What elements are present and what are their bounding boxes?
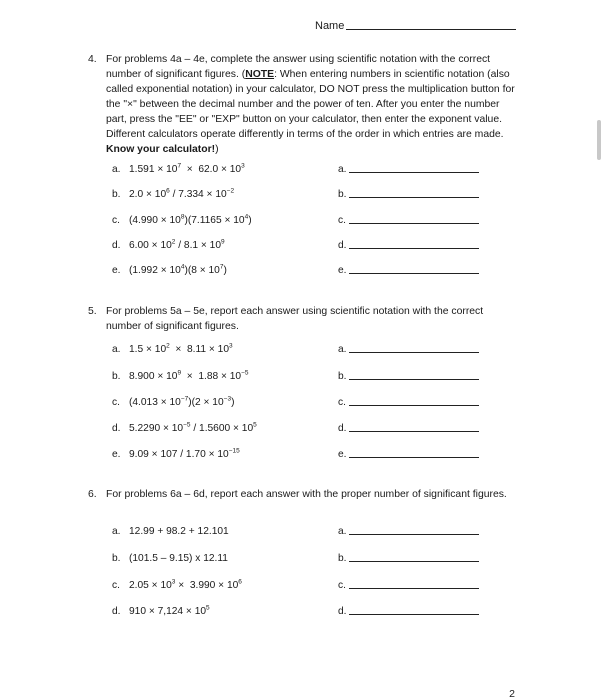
note-text: : When entering numbers in scientific notation (also called exponential notation) in your calculator, DO NOT press the multiplication button for the "×" between the decimal number and the power of ten. After you enter the number part, press the "EE" or "EXP" button on your calculator, then enter the exponent value. Different calculators operate differently in terms of the order in which entries are made. [106, 69, 515, 140]
item-letter: e. [112, 449, 121, 460]
answer-letter: c. [338, 580, 346, 591]
exponent: −15 [228, 447, 240, 455]
answer-5d[interactable] [338, 423, 479, 434]
exponent: 9 [221, 238, 225, 246]
problem-5b [112, 371, 249, 382]
note-label: NOTE [245, 69, 275, 80]
expr-part: × 8.11 × 10 [169, 344, 230, 355]
answer-4a[interactable] [338, 164, 479, 175]
answer-letter: d. [338, 606, 347, 617]
problem-4-closing: ) [215, 144, 219, 155]
exponent: 5 [253, 421, 257, 429]
problem-5a [112, 344, 233, 355]
expr-part: × 3.990 × 10 [175, 580, 239, 591]
expr-part: (4.013 × 10 [129, 397, 181, 408]
exponent: 7 [219, 263, 224, 271]
item-letter: d. [112, 606, 121, 617]
exponent: −5 [183, 421, 191, 429]
problem-4-instructions [106, 52, 518, 157]
exponent: −3 [223, 395, 232, 403]
exponent: −2 [226, 187, 235, 195]
answer-blank[interactable] [349, 614, 479, 615]
problem-4d [112, 240, 225, 251]
problem-6a [112, 526, 229, 537]
expr-part: )(2 × 10 [188, 397, 224, 408]
problem-5-number: 5. [88, 306, 97, 317]
answer-blank[interactable] [349, 534, 479, 535]
expr-part: 5.2290 × 10 [129, 423, 184, 434]
exponent: 7 [177, 162, 182, 170]
item-letter: b. [112, 189, 121, 200]
expr-part: 9.09 × 107 / 1.70 × 10 [129, 449, 229, 460]
exponent: 3 [171, 578, 176, 586]
expr-part: )(7.1165 × 10 [184, 215, 245, 226]
exponent: 5 [206, 604, 210, 612]
page-number: 2 [509, 688, 515, 700]
answer-blank[interactable] [349, 172, 479, 173]
answer-4c[interactable] [338, 215, 479, 226]
expr-part: 12.99 + 98.2 + 12.101 [129, 526, 229, 537]
answer-blank[interactable] [349, 223, 479, 224]
expr-part: × 1.88 × 10 [181, 371, 242, 382]
answer-letter: e. [338, 265, 347, 276]
problem-4b [112, 189, 234, 200]
exponent: 4 [180, 263, 185, 271]
answer-blank[interactable] [349, 197, 479, 198]
answer-blank[interactable] [349, 405, 479, 406]
expr-part: 2.05 × 10 [129, 580, 172, 591]
expr-part: / 7.334 × 10 [169, 189, 227, 200]
problem-5-instructions: For problems 5a – 5e, report each answer using scientific notation with the correct number of significant figures. [106, 306, 484, 332]
item-letter: c. [112, 397, 120, 408]
problem-4e [112, 265, 227, 276]
item-letter: e. [112, 265, 121, 276]
answer-letter: d. [338, 240, 347, 251]
exponent: 2 [166, 342, 170, 350]
problem-4-number: 4. [88, 54, 97, 65]
expr-part: × 62.0 × 10 [181, 164, 242, 175]
answer-blank[interactable] [349, 588, 479, 589]
problem-5e [112, 449, 240, 460]
problem-4a [112, 164, 245, 175]
item-letter: b. [112, 371, 121, 382]
answer-6d[interactable] [338, 606, 479, 617]
answer-5c[interactable] [338, 397, 479, 408]
item-letter: c. [112, 215, 120, 226]
item-letter: c. [112, 580, 120, 591]
exponent: 2 [171, 238, 176, 246]
expr-part: 1.5 × 10 [129, 344, 167, 355]
answer-letter: a. [338, 164, 347, 175]
exponent: 6 [238, 578, 242, 586]
name-label: Name [315, 20, 345, 32]
exponent: 3 [229, 342, 233, 350]
item-letter: d. [112, 240, 121, 251]
answer-5e[interactable] [338, 449, 479, 460]
expr-part: 1.591 × 10 [129, 164, 178, 175]
answer-blank[interactable] [349, 457, 479, 458]
answer-blank[interactable] [349, 561, 479, 562]
answer-4d[interactable] [338, 240, 479, 251]
expr-part: 6.00 × 10 [129, 240, 172, 251]
exponent: −7 [180, 395, 189, 403]
problem-5 [88, 304, 518, 334]
problem-4 [88, 52, 518, 157]
expr-part: (1.992 × 10 [129, 265, 181, 276]
answer-letter: b. [338, 371, 347, 382]
problem-4-intro: For problems 4a – 4e, complete the answer using scientific notation with the correct number of significant figures. ( [106, 54, 491, 80]
expr-part: 8.900 × 10 [129, 371, 178, 382]
expr-part: / 1.5600 × 10 [190, 423, 254, 434]
item-letter: a. [112, 344, 121, 355]
know-your-calculator: Know your calculator! [106, 144, 216, 155]
item-letter: a. [112, 164, 121, 175]
expr-part: 2.0 × 10 [129, 189, 167, 200]
exponent: 6 [166, 187, 170, 195]
answer-letter: e. [338, 449, 347, 460]
expr-part: (101.5 – 9.15) x 12.11 [129, 553, 228, 564]
answer-blank[interactable] [349, 248, 479, 249]
problem-6b [112, 553, 228, 564]
answer-6a[interactable] [338, 526, 479, 537]
expr-part: 910 × 7,124 × 10 [129, 606, 207, 617]
exponent: 9 [177, 369, 182, 377]
expr-part: ) [231, 397, 235, 408]
answer-6c[interactable] [338, 580, 479, 591]
expr-part: (4.990 × 10 [129, 215, 181, 226]
problem-6d [112, 606, 210, 617]
answer-letter: c. [338, 397, 346, 408]
item-letter: b. [112, 553, 121, 564]
problem-5c [112, 397, 234, 408]
problem-6-number: 6. [88, 489, 97, 500]
expr-part: ) [248, 215, 252, 226]
problem-5d [112, 423, 257, 434]
answer-5a[interactable] [338, 344, 479, 355]
problem-6-instructions: For problems 6a – 6d, report each answer with the proper number of significant figures. [106, 489, 507, 500]
answer-4b[interactable] [338, 189, 479, 200]
answer-letter: a. [338, 526, 347, 537]
name-field [315, 20, 516, 32]
answer-letter: a. [338, 344, 347, 355]
answer-5b[interactable] [338, 371, 479, 382]
exponent: −5 [241, 369, 249, 377]
problem-4c [112, 215, 252, 226]
answer-4e[interactable] [338, 265, 479, 276]
problem-6c [112, 580, 242, 591]
exponent: 8 [180, 213, 185, 221]
answer-blank[interactable] [349, 273, 479, 274]
expr-part: / 8.1 × 10 [175, 240, 222, 251]
name-blank [346, 29, 516, 30]
problem-6 [88, 487, 518, 502]
answer-blank[interactable] [349, 379, 479, 380]
item-letter: a. [112, 526, 121, 537]
answer-letter: d. [338, 423, 347, 434]
scrollbar-thumb[interactable] [597, 120, 601, 160]
expr-part: ) [223, 265, 227, 276]
exponent: 3 [241, 162, 245, 170]
answer-letter: c. [338, 215, 346, 226]
expr-part: )(8 × 10 [184, 265, 220, 276]
answer-6b[interactable] [338, 553, 479, 564]
answer-blank[interactable] [349, 431, 479, 432]
answer-blank[interactable] [349, 352, 479, 353]
exponent: 4 [244, 213, 249, 221]
item-letter: d. [112, 423, 121, 434]
answer-letter: b. [338, 553, 347, 564]
answer-letter: b. [338, 189, 347, 200]
